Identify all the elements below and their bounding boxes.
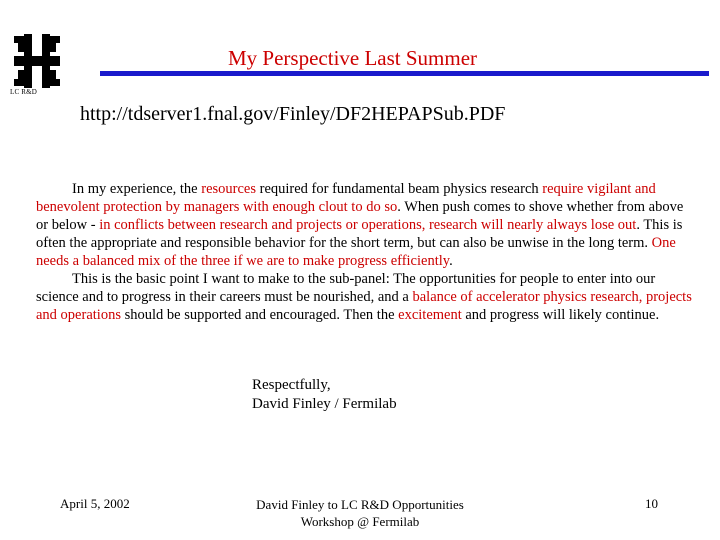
- paragraph-2: This is the basic point I want to make to the sub-panel: The opportunities for people to enter into our science and to progress in their careers must be nourished, and a balance of accelerator physics research, projects and operations should be supported and encouraged. Then the excitement and progress will likely continue.: [36, 271, 692, 323]
- title-divider: [100, 71, 709, 76]
- footer-date: April 5, 2002: [60, 496, 130, 511]
- footer-title: David Finley to LC R&D Opportunities Workshop @ Fermilab: [256, 497, 464, 529]
- paragraph-1: In my experience, the resources required for fundamental beam physics research require vigilant and benevolent protection by managers with enough clout to do so. When push comes to shove whether from above or below - in conflicts between research and projects or operations, research will nearly always lose out. This is often the appropriate and responsible behavior for the short term, but can also be unwise in the long term. One needs a balanced mix of the three if we are to make progress efficiently.: [36, 181, 684, 269]
- source-url: http://tdserver1.fnal.gov/Finley/DF2HEPAPSub.PDF: [80, 103, 506, 125]
- signature-closing: Respectfully,: [252, 377, 331, 393]
- signature: [252, 376, 397, 414]
- slide-title: My Perspective Last Summer: [228, 46, 478, 70]
- body-text: [36, 180, 696, 324]
- logo-caption: LC R&D: [10, 88, 38, 96]
- fermilab-logo-icon: [14, 34, 60, 88]
- signature-name: David Finley / Fermilab: [252, 396, 397, 412]
- page-number: 10: [645, 496, 658, 511]
